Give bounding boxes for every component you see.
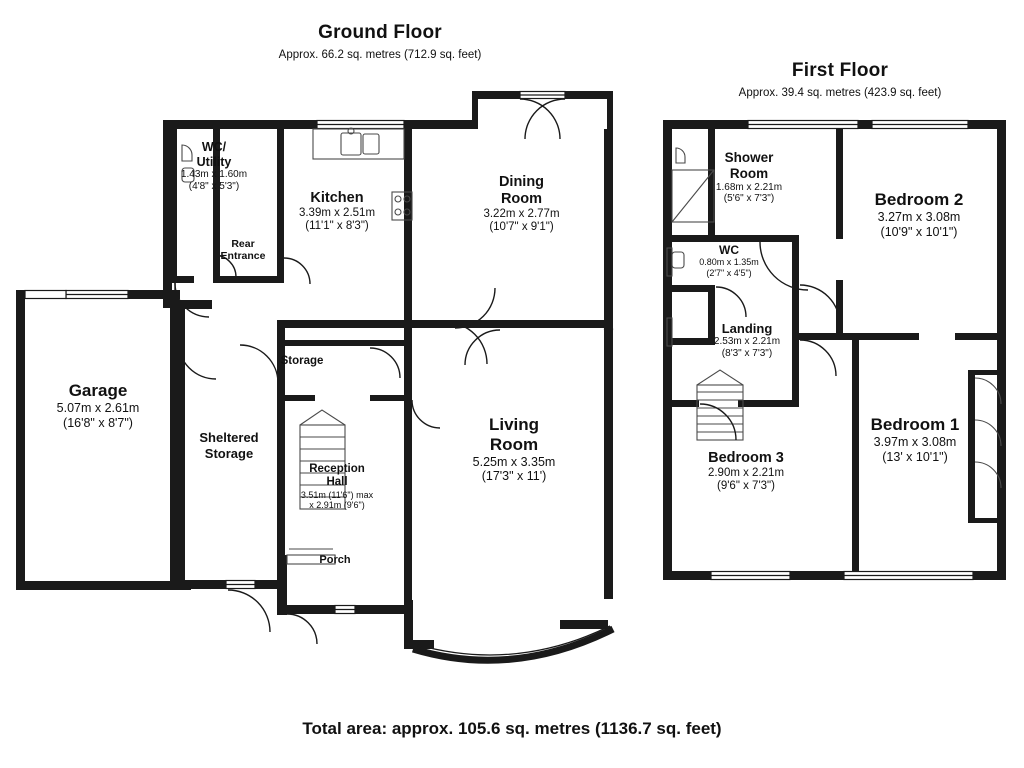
first-floor-title: First Floor [791, 60, 889, 81]
room-label-wc-utility: WC/ Utility 1.43m x 1.60m (4'8" x 5'3") [180, 140, 248, 192]
room-label-bedroom-3: Bedroom 3 2.90m x 2.21m (9'6" x 7'3") [707, 450, 785, 493]
label-storage: Storage [280, 355, 324, 367]
ground-floor-windows [25, 92, 613, 614]
label-sheltered-storage: Sheltered Storage [199, 430, 259, 461]
room-label-bedroom-2: Bedroom 2 3.27m x 3.08m (10'9" x 10'1") [874, 190, 964, 239]
living-room-bay [413, 629, 613, 660]
label-rear-entrance: Rear Entrance [220, 238, 266, 263]
room-label-reception-hall: Reception Hall 3.51m (11'6") max x 2.91m (9'6") [300, 463, 374, 511]
room-label-landing: Landing 2.53m x 2.21m (8'3" x 7'3") [713, 321, 781, 359]
room-label-garage: Garage 5.07m x 2.61m (16'8" x 8'7") [56, 381, 140, 430]
room-label-shower-room: Shower Room 1.68m x 2.21m (5'6" x 7'3") [715, 150, 783, 205]
room-label-living-room: Living Room 5.25m x 3.35m (17'3" x 11') [472, 415, 556, 484]
room-label-kitchen: Kitchen 3.39m x 2.51m (11'1" x 8'3") [298, 190, 376, 233]
room-label-bedroom-1: Bedroom 1 3.97m x 3.08m (13' x 10'1") [870, 415, 960, 464]
room-label-dining-room: Dining Room 3.22m x 2.77m (10'7" x 9'1") [483, 174, 560, 234]
ground-floor-title: Ground Floor [318, 22, 442, 43]
total-area-label: Total area: approx. 105.6 sq. metres (1136.7 sq. feet) [302, 719, 722, 738]
first-floor-subtitle: Approx. 39.4 sq. metres (423.9 sq. feet) [738, 87, 942, 99]
ground-floor-subtitle: Approx. 66.2 sq. metres (712.9 sq. feet) [278, 49, 482, 61]
room-label-wc: WC 0.80m x 1.35m (2'7" x 4'5") [699, 243, 759, 278]
label-porch: Porch [319, 554, 351, 566]
